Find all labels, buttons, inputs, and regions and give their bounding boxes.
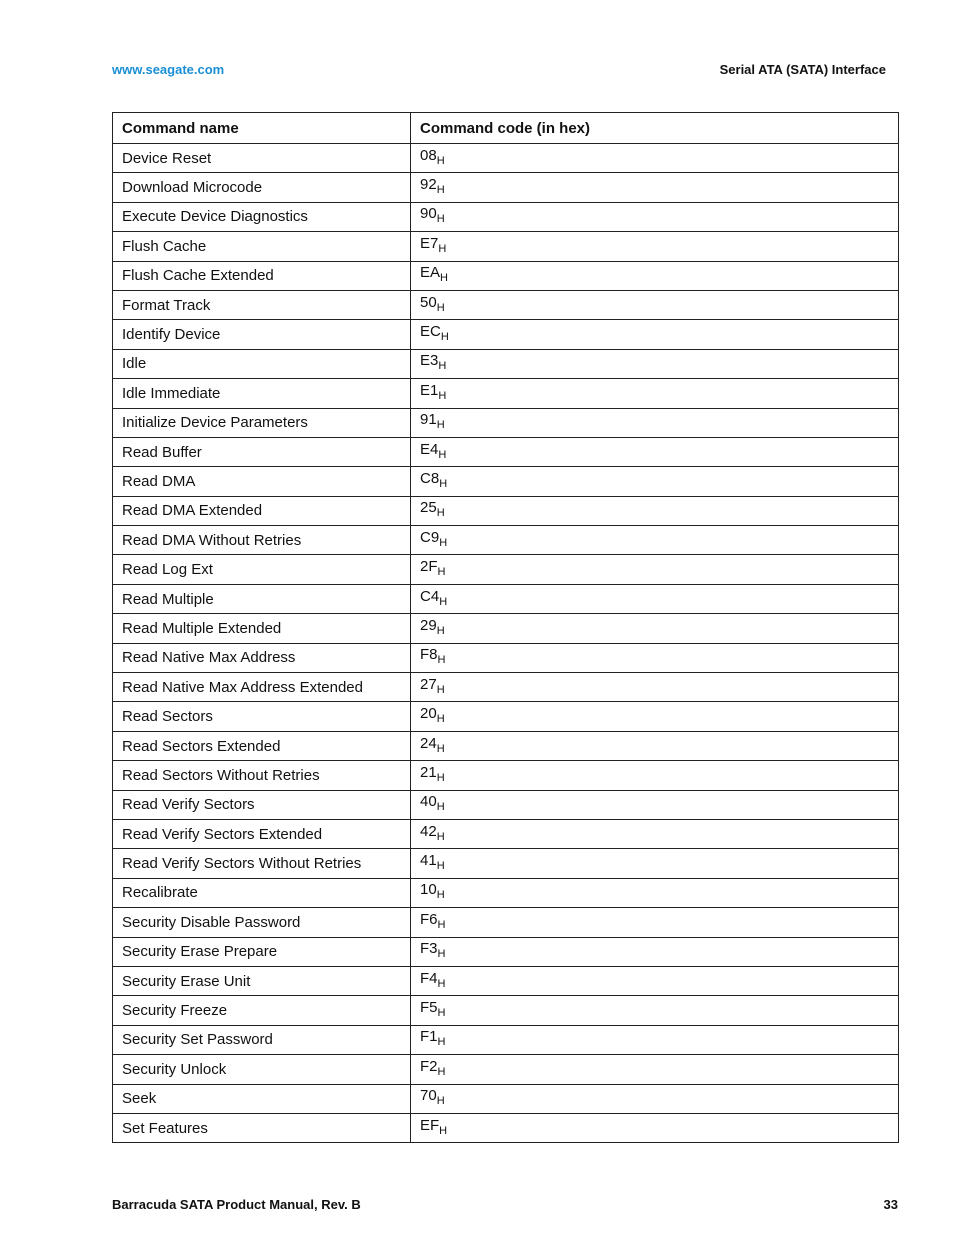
column-header-command-name: Command name — [113, 113, 411, 144]
hex-suffix: H — [437, 918, 446, 931]
command-code-cell — [411, 261, 899, 290]
command-name-cell: Read Sectors — [113, 702, 411, 731]
table-row — [113, 320, 899, 349]
column-header-command-code: Command code (in hex) — [411, 113, 899, 144]
command-name-cell: Read Verify Sectors — [113, 790, 411, 819]
table-row — [113, 614, 899, 643]
hex-suffix: H — [439, 595, 448, 608]
command-code-value: EC — [420, 323, 441, 341]
table-row — [113, 849, 899, 878]
table-row — [113, 173, 899, 202]
command-code-value: 25 — [420, 499, 437, 517]
hex-suffix: H — [436, 624, 445, 637]
command-code-cell — [411, 379, 899, 408]
command-name-cell: Read DMA Without Retries — [113, 526, 411, 555]
command-name-cell: Read Multiple Extended — [113, 614, 411, 643]
hex-suffix: H — [437, 977, 446, 990]
command-name-cell: Download Microcode — [113, 173, 411, 202]
table-row — [113, 437, 899, 466]
command-name-cell: Identify Device — [113, 320, 411, 349]
command-name-cell: Seek — [113, 1084, 411, 1113]
command-code-cell — [411, 731, 899, 760]
hex-suffix: H — [436, 889, 445, 902]
command-name-cell: Read Native Max Address Extended — [113, 673, 411, 702]
table-row — [113, 202, 899, 231]
command-name-cell: Read Sectors Extended — [113, 731, 411, 760]
command-code-cell — [411, 144, 899, 173]
hex-suffix: H — [437, 1036, 446, 1049]
command-code-value: 08 — [420, 146, 437, 164]
command-code-value: 70 — [420, 1087, 437, 1105]
command-code-value: F1 — [420, 1028, 438, 1046]
table-row — [113, 232, 899, 261]
table-row — [113, 819, 899, 848]
command-code-cell — [411, 819, 899, 848]
command-name-cell: Initialize Device Parameters — [113, 408, 411, 437]
command-code-cell — [411, 908, 899, 937]
command-code-value: F8 — [420, 646, 438, 664]
command-code-value: EA — [420, 264, 441, 282]
hex-suffix: H — [438, 360, 447, 373]
table-row — [113, 937, 899, 966]
hex-suffix: H — [438, 389, 447, 402]
command-code-cell — [411, 437, 899, 466]
hex-suffix: H — [436, 507, 445, 520]
section-title: Serial ATA (SATA) Interface — [719, 62, 886, 77]
command-name-cell: Read Native Max Address — [113, 643, 411, 672]
command-code-value: F5 — [420, 999, 438, 1017]
hex-suffix: H — [437, 654, 446, 667]
hex-suffix: H — [438, 448, 447, 461]
command-name-cell: Read Multiple — [113, 584, 411, 613]
command-name-cell: Read Verify Sectors Extended — [113, 819, 411, 848]
command-code-cell — [411, 496, 899, 525]
command-code-cell — [411, 761, 899, 790]
command-name-cell: Idle Immediate — [113, 379, 411, 408]
command-code-value: 92 — [420, 176, 437, 194]
command-code-value: 42 — [420, 822, 437, 840]
table-row — [113, 261, 899, 290]
command-code-value: C4 — [420, 587, 440, 605]
hex-suffix: H — [440, 272, 448, 285]
table-row — [113, 526, 899, 555]
command-code-value: 24 — [420, 734, 437, 752]
hex-suffix: H — [436, 301, 445, 314]
hex-suffix: H — [436, 742, 445, 755]
hex-suffix: H — [436, 419, 445, 432]
seagate-website-link[interactable]: www.seagate.com — [112, 62, 225, 77]
command-code-cell — [411, 790, 899, 819]
command-code-table — [112, 112, 899, 1143]
command-name-cell: Recalibrate — [113, 878, 411, 907]
hex-suffix: H — [437, 1065, 446, 1078]
hex-suffix: H — [437, 1007, 446, 1020]
command-code-cell — [411, 555, 899, 584]
command-code-cell — [411, 232, 899, 261]
table-row — [113, 555, 899, 584]
command-code-cell — [411, 467, 899, 496]
command-code-cell — [411, 290, 899, 319]
command-code-value: EF — [420, 1116, 440, 1134]
hex-suffix: H — [439, 1124, 448, 1137]
hex-suffix: H — [439, 477, 448, 490]
table-row — [113, 408, 899, 437]
table-row — [113, 731, 899, 760]
command-name-cell: Read Log Ext — [113, 555, 411, 584]
hex-suffix: H — [436, 801, 445, 814]
hex-suffix: H — [437, 566, 446, 579]
command-name-cell: Read DMA Extended — [113, 496, 411, 525]
table-row — [113, 584, 899, 613]
table-row — [113, 790, 899, 819]
table-row — [113, 349, 899, 378]
command-code-value: F4 — [420, 969, 438, 987]
hex-suffix: H — [440, 331, 449, 344]
command-code-value: 29 — [420, 616, 437, 634]
command-code-value: 40 — [420, 793, 437, 811]
table-row — [113, 1084, 899, 1113]
table-row — [113, 496, 899, 525]
command-code-value: E3 — [420, 352, 439, 370]
command-code-value: F2 — [420, 1057, 438, 1075]
command-code-cell — [411, 1113, 899, 1142]
table-row — [113, 1025, 899, 1054]
command-code-value: 20 — [420, 705, 437, 723]
hex-suffix: H — [436, 771, 445, 784]
hex-suffix: H — [436, 683, 445, 696]
command-code-value: 50 — [420, 293, 437, 311]
command-code-value: E7 — [420, 234, 439, 252]
command-name-cell: Security Erase Unit — [113, 966, 411, 995]
table-row — [113, 290, 899, 319]
command-code-value: 91 — [420, 411, 437, 429]
command-code-cell — [411, 1025, 899, 1054]
command-code-cell — [411, 849, 899, 878]
command-code-value: E4 — [420, 440, 439, 458]
command-name-cell: Read Verify Sectors Without Retries — [113, 849, 411, 878]
command-code-cell — [411, 937, 899, 966]
table-row — [113, 996, 899, 1025]
command-name-cell: Read DMA — [113, 467, 411, 496]
command-code-cell — [411, 878, 899, 907]
command-code-value: 27 — [420, 675, 437, 693]
table-row — [113, 144, 899, 173]
command-name-cell: Security Disable Password — [113, 908, 411, 937]
command-name-cell: Idle — [113, 349, 411, 378]
table-body — [113, 144, 899, 1143]
command-code-cell — [411, 349, 899, 378]
command-code-cell — [411, 526, 899, 555]
hex-suffix: H — [437, 948, 446, 961]
command-code-value: F3 — [420, 940, 438, 958]
command-name-cell: Execute Device Diagnostics — [113, 202, 411, 231]
command-name-cell: Read Sectors Without Retries — [113, 761, 411, 790]
hex-suffix: H — [436, 154, 445, 167]
hex-suffix: H — [436, 184, 445, 197]
hex-suffix: H — [436, 713, 445, 726]
table-row — [113, 643, 899, 672]
command-name-cell: Security Freeze — [113, 996, 411, 1025]
command-code-value: 10 — [420, 881, 437, 899]
table-row — [113, 702, 899, 731]
command-code-cell — [411, 614, 899, 643]
command-code-value: F6 — [420, 910, 438, 928]
command-code-cell — [411, 408, 899, 437]
manual-title: Barracuda SATA Product Manual, Rev. B — [112, 1197, 361, 1212]
command-code-cell — [411, 1084, 899, 1113]
command-code-cell — [411, 643, 899, 672]
table-row — [113, 467, 899, 496]
table-row — [113, 379, 899, 408]
hex-suffix: H — [439, 536, 448, 549]
command-code-cell — [411, 584, 899, 613]
table-row — [113, 761, 899, 790]
command-code-value: 41 — [420, 852, 437, 870]
hex-suffix: H — [436, 830, 445, 843]
table-row — [113, 908, 899, 937]
command-code-cell — [411, 1055, 899, 1084]
hex-suffix: H — [436, 1095, 445, 1108]
table-row — [113, 1113, 899, 1142]
command-code-value: 2F — [420, 558, 438, 576]
command-name-cell: Flush Cache — [113, 232, 411, 261]
command-name-cell: Device Reset — [113, 144, 411, 173]
command-name-cell: Security Set Password — [113, 1025, 411, 1054]
table-row — [113, 1055, 899, 1084]
table-row — [113, 966, 899, 995]
command-code-cell — [411, 320, 899, 349]
command-code-cell — [411, 996, 899, 1025]
command-name-cell: Set Features — [113, 1113, 411, 1142]
command-name-cell: Read Buffer — [113, 437, 411, 466]
command-code-cell — [411, 202, 899, 231]
table-row — [113, 878, 899, 907]
command-code-cell — [411, 673, 899, 702]
command-code-value: 90 — [420, 205, 437, 223]
table-row — [113, 673, 899, 702]
hex-suffix: H — [438, 242, 447, 255]
command-code-cell — [411, 966, 899, 995]
command-code-value: C8 — [420, 469, 440, 487]
command-name-cell: Flush Cache Extended — [113, 261, 411, 290]
command-code-cell — [411, 702, 899, 731]
command-code-value: E1 — [420, 381, 439, 399]
command-name-cell: Security Erase Prepare — [113, 937, 411, 966]
table-header-row — [113, 113, 899, 144]
hex-suffix: H — [436, 860, 445, 873]
command-name-cell: Format Track — [113, 290, 411, 319]
command-code-cell — [411, 173, 899, 202]
page-number: 33 — [883, 1197, 898, 1212]
command-name-cell: Security Unlock — [113, 1055, 411, 1084]
hex-suffix: H — [436, 213, 445, 226]
command-code-value: 21 — [420, 763, 437, 781]
command-code-value: C9 — [420, 528, 440, 546]
